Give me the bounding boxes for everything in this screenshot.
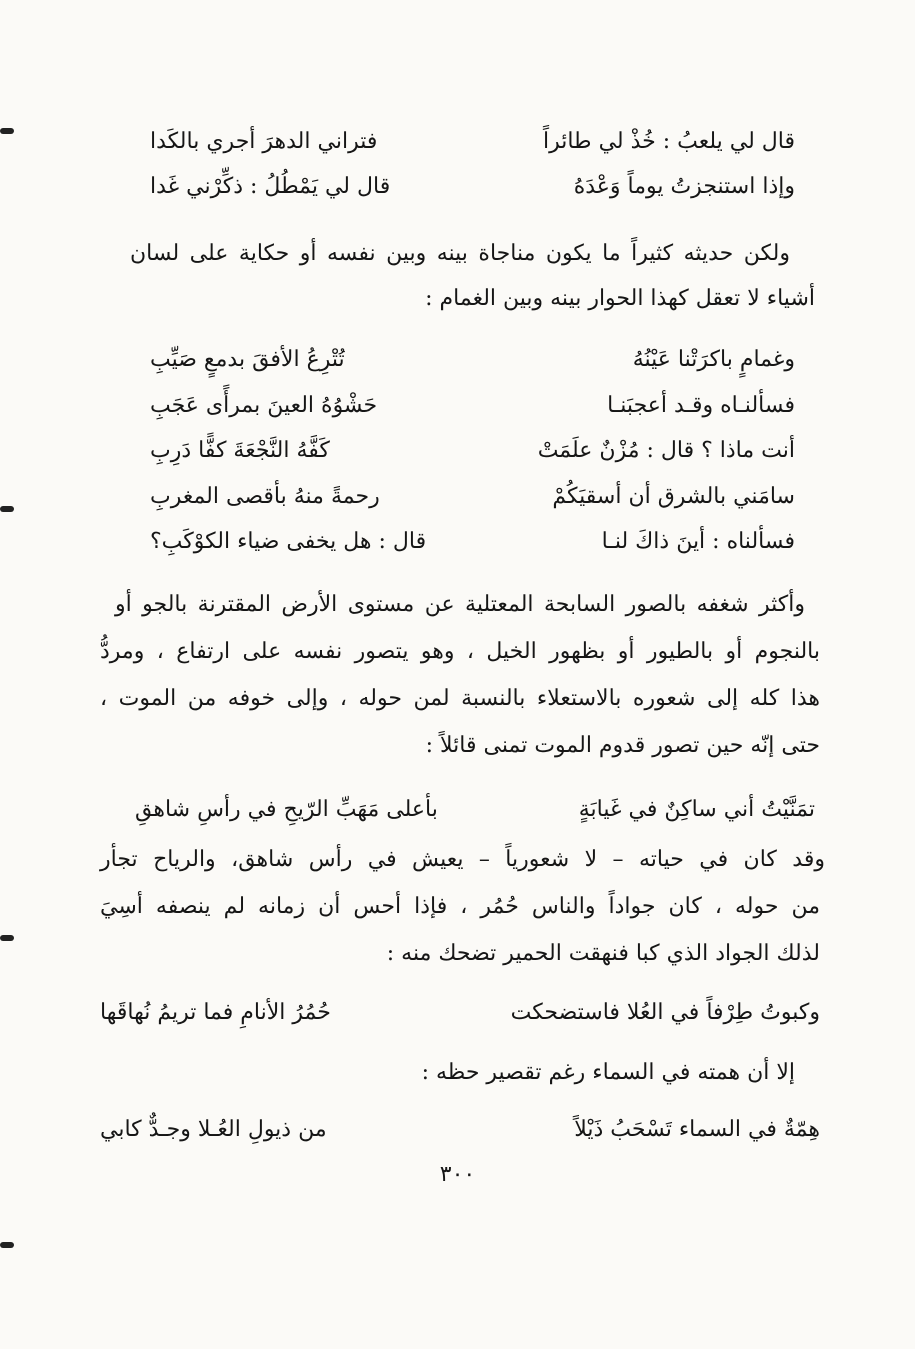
paragraph-line: أشياء لا تعقل كهذا الحوار بينه وبين الغمام : (425, 286, 815, 311)
verse-hemistich-second: بأعلى مَهَبِّ الرّيحِ في رأسِ شاهقِ (135, 797, 438, 822)
paragraph-line: ولكن حديثه كثيراً ما يكون مناجاة بينه وبين نفسه أو حكاية على لسان (130, 241, 790, 266)
verse-hemistich-second: كَفَّهُ النَّجْعَةَ كفًّا دَرِبِ (150, 438, 330, 463)
verse-hemistich-second: حُمُرُ الأنامِ فما تريمُ نُهاقَها (100, 1000, 331, 1025)
scan-edge-mark (0, 128, 14, 134)
verse-hemistich-first: وإذا استنجزتُ يوماً وَعْدَهُ (573, 174, 795, 199)
verse-hemistich-first: هِمّةٌ في السماء تَسْحَبُ ذَيْلاً (574, 1117, 820, 1142)
verse-hemistich-first: وغمامٍ باكرَتْنا عَيْنُهُ (632, 347, 795, 372)
paragraph-line: هذا كله إلى شعوره بالاستعلاء بالنسبة لمن حوله ، وإلى خوفه من الموت ، (100, 686, 820, 711)
paragraph-line: بالنجوم أو بالطيور أو بظهور الخيل ، وهو يتصور نفسه على ارتفاع ، ومردُّ (100, 639, 820, 664)
verse-hemistich-second: فتراني الدهرَ أجري بالكَدا (150, 129, 378, 154)
scan-edge-mark (0, 506, 14, 512)
verse-hemistich-second: حَشْوُهُ العينَ بمرأًى عَجَبِ (150, 393, 378, 418)
verse-hemistich-second: قال : هل يخفى ضياء الكوْكَبِ؟ (150, 529, 427, 554)
verse-hemistich-second: تُتْرِعُ الأفقَ بدمعٍ صَيِّبِ (150, 347, 345, 372)
paragraph-line: وأكثر شغفه بالصور السابحة المعتلية عن مستوى الأرض المقترنة بالجو أو (115, 592, 805, 617)
scan-edge-mark (0, 1242, 14, 1248)
verse-hemistich-first: فسألناه : أينَ ذاكَ لنـا (601, 529, 795, 554)
paragraph-line: وقد كان في حياته – لا شعورياً – يعيش في رأس شاهق، والرياح تجأر (100, 847, 825, 872)
verse-hemistich-second: قال لي يَمْطُلُ : ذكِّرْني غَدا (150, 174, 391, 199)
paragraph-line: إلا أن همته في السماء رغم تقصير حظه : (421, 1060, 795, 1085)
paragraph-line: لذلك الجواد الذي كبا فنهقت الحمير تضحك منه : (386, 941, 820, 966)
paragraph-line: حتى إنّه حين تصور قدوم الموت تمنى قائلاً : (425, 733, 820, 758)
verse-hemistich-first: تمَنَّيْتُ أني ساكِنٌ في غَيابَةٍ (578, 797, 815, 822)
verse-hemistich-first: أنت ماذا ؟ قال : مُزْنٌ علَمَتْ (537, 438, 795, 463)
verse-hemistich-first: فسألنـاه وقـد أعجبَنـا (607, 393, 795, 418)
verse-hemistich-first: سامَني بالشرق أن أسقيَكُمْ (552, 484, 795, 509)
verse-hemistich-first: وكبوتُ طِرْفاً في العُلا فاستضحكت (510, 1000, 820, 1025)
verse-hemistich-second: رحمةً منهُ بأقصى المغربِ (150, 484, 380, 509)
scan-edge-mark (0, 935, 14, 941)
verse-hemistich-first: قال لي يلعبُ : خُذْ لي طائراً (542, 129, 795, 154)
verse-hemistich-second: من ذيولِ العُـلا وجـدٌّ كابي (100, 1117, 327, 1142)
page-number: ٣٠٠ (439, 1162, 476, 1187)
paragraph-line: من حوله ، كان جواداً والناس حُمُر ، فإذا أحس أن زمانه لم ينصفه أسِيَ (100, 894, 820, 919)
